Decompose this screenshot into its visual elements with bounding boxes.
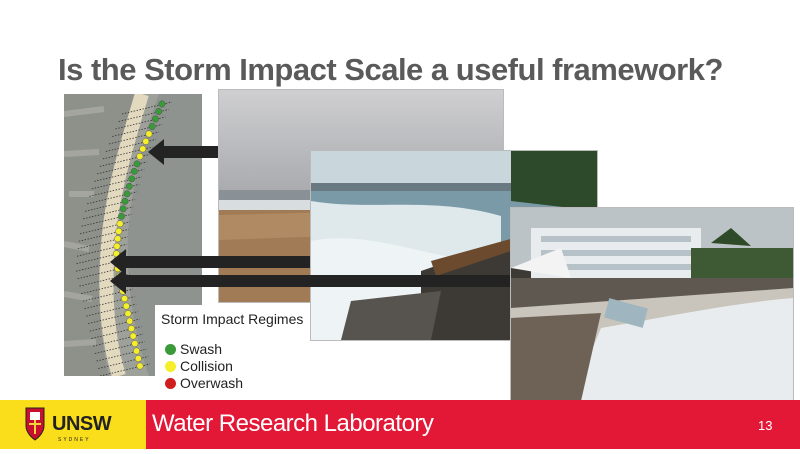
profile-dot bbox=[117, 221, 123, 227]
slide-title: Is the Storm Impact Scale a useful framework? bbox=[58, 52, 723, 87]
profile-dot bbox=[137, 153, 143, 159]
profile-dot bbox=[118, 213, 124, 219]
profile-dot bbox=[135, 355, 141, 361]
profile-dot bbox=[137, 363, 143, 369]
profile-dot bbox=[146, 131, 152, 137]
swash-dot-icon bbox=[165, 344, 176, 355]
profile-dot bbox=[132, 340, 138, 346]
profile-dot bbox=[134, 161, 140, 167]
collision-dot-icon bbox=[165, 361, 176, 372]
profile-dot bbox=[124, 191, 130, 197]
profile-dot bbox=[155, 108, 161, 114]
profile-dot bbox=[130, 333, 136, 339]
storm-impact-legend: Storm Impact Regimes Swash Collision Overwash bbox=[155, 305, 305, 390]
profile-dot bbox=[140, 146, 146, 152]
profile-dot bbox=[115, 236, 121, 242]
profile-dot bbox=[123, 303, 129, 309]
page-number: 13 bbox=[758, 418, 773, 433]
profile-dot bbox=[122, 198, 128, 204]
profile-dot bbox=[121, 295, 127, 301]
sydney-logo-text: SYDNEY bbox=[58, 437, 91, 443]
profile-dot bbox=[125, 310, 131, 316]
footer-bar bbox=[0, 400, 800, 449]
beach-photo-3 bbox=[510, 207, 794, 402]
profile-dot bbox=[120, 206, 126, 212]
unsw-logo-text: UNSW bbox=[52, 413, 112, 435]
profile-dot bbox=[128, 325, 134, 331]
profile-dot bbox=[129, 176, 135, 182]
unsw-logo bbox=[0, 400, 146, 449]
lab-name: Water Research Laboratory bbox=[152, 410, 434, 437]
overwash-dot-icon bbox=[165, 378, 176, 389]
profile-dot bbox=[149, 123, 155, 129]
profile-dot bbox=[126, 183, 132, 189]
arrow-collision bbox=[124, 256, 310, 268]
profile-dot bbox=[127, 318, 133, 324]
arrow-overwash bbox=[124, 275, 510, 287]
profile-dot bbox=[131, 168, 137, 174]
profile-dot bbox=[159, 101, 165, 107]
profile-dot bbox=[116, 228, 122, 234]
profile-dot bbox=[152, 116, 158, 122]
profile-dot bbox=[133, 348, 139, 354]
arrow-swash bbox=[162, 146, 218, 158]
unsw-crest-icon bbox=[0, 400, 146, 449]
legend-title: Storm Impact Regimes bbox=[161, 311, 304, 327]
